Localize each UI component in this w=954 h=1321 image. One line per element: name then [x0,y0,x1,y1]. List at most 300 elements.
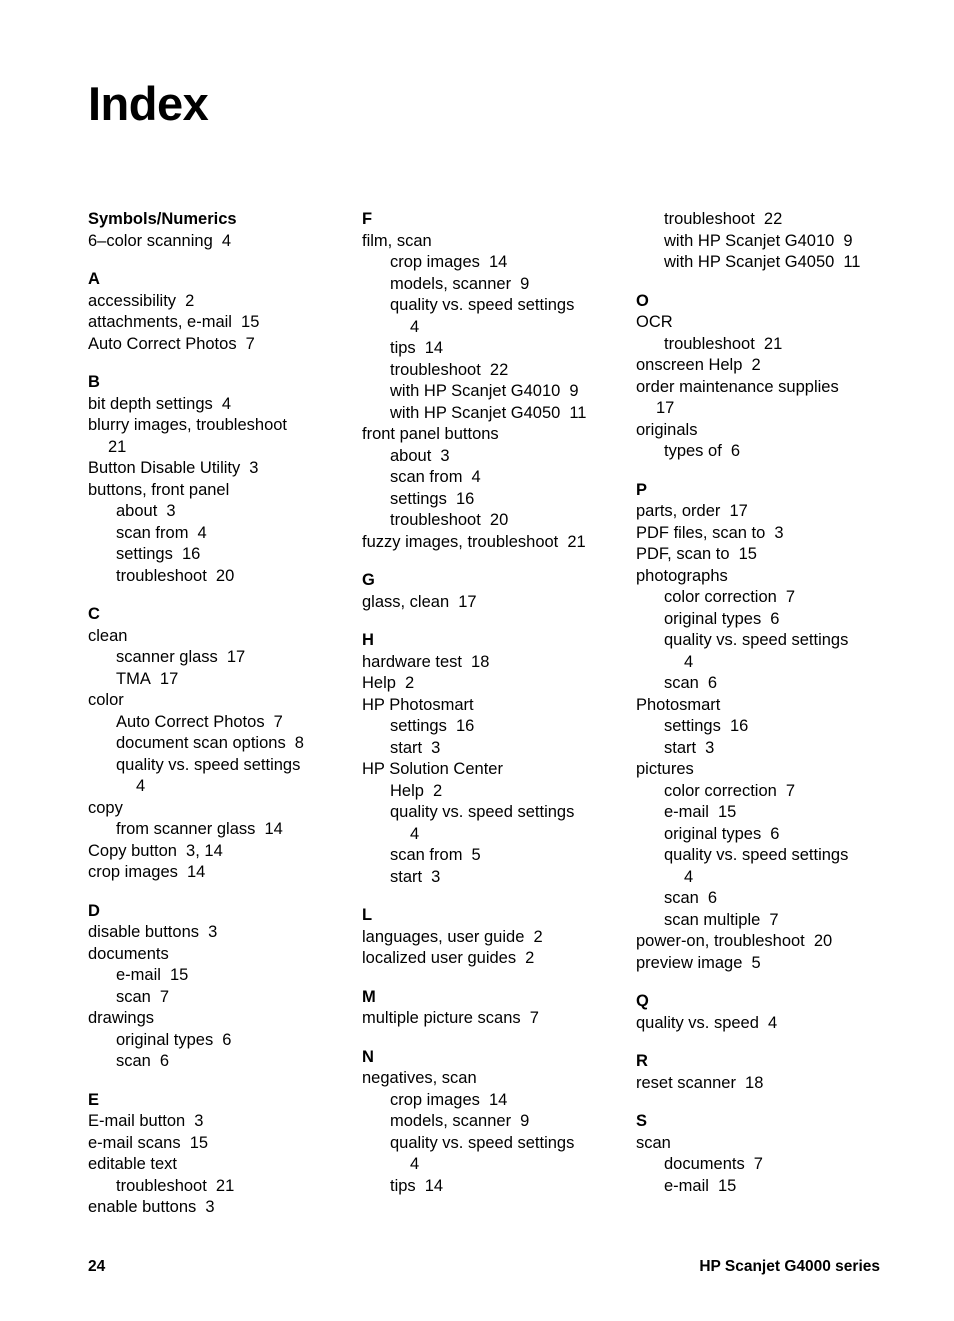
index-term: localized user guides [362,949,517,967]
page-reference: 4 [221,231,231,250]
index-term: quality vs. speed settings [664,631,849,649]
index-term: onscreen Help [636,356,743,374]
index-subentry [636,587,901,609]
index-subentry [636,781,901,803]
page-number: 24 [88,1258,106,1275]
index-entry [362,673,627,695]
page-reference: 7 [785,588,796,606]
page-reference: 2 [751,356,761,374]
index-term: settings [116,545,173,563]
index-section-heading: M [362,987,376,1006]
index-subentry [88,1030,353,1052]
index-term: document scan options [116,734,286,752]
index-subentry [636,673,901,695]
index-subentry [636,630,901,673]
index-term: troubleshoot [116,566,207,585]
page-reference: 6 [770,609,780,628]
index-term: preview image [636,953,743,972]
index-entry [88,922,353,944]
index-subentry [636,252,901,274]
page-reference: 6 [707,674,718,692]
index-term: with HP Scanjet G4010 [664,231,835,250]
page-reference: 20 [813,932,833,950]
index-entry [636,566,901,588]
index-term: Button Disable Utility [88,459,241,477]
section-spacer [362,1030,627,1047]
page-reference: 6 [707,889,718,907]
index-term: e-mail scans [88,1133,181,1152]
page-reference: 7 [529,1009,539,1027]
index-entry [88,841,353,863]
index-entry [636,501,901,523]
index-entry [88,1133,353,1155]
index-term: scan [664,674,699,692]
page-reference: 7 [273,712,283,731]
index-section-heading: D [88,901,100,920]
index-term: scan [636,1133,671,1152]
index-section-heading: P [636,480,648,499]
page-reference: 4 [410,824,420,843]
index-page-continuation [664,652,901,674]
page-reference: 14 [488,253,508,271]
index-term: reset scanner [636,1073,736,1092]
index-term: e-mail [664,803,709,821]
index-page-continuation [390,824,627,846]
page-reference: 21 [763,334,783,353]
index-section-heading: S [636,1112,648,1130]
index-term: documents [88,944,169,963]
index-term: scanner glass [116,648,218,666]
index-subentry [362,446,627,468]
index-term: models, scanner [390,274,512,293]
index-section-heading: N [362,1047,374,1066]
index-term: languages, user guide [362,927,525,946]
section-spacer [636,1034,901,1051]
page-reference: 21 [215,1176,235,1195]
index-subentry [362,295,627,338]
index-entry [362,231,627,253]
page-reference: 2 [525,949,535,967]
index-term: with HP Scanjet G4050 [664,253,835,271]
section-spacer [88,252,353,269]
index-subentry [362,1090,627,1112]
index-subentry [88,712,353,734]
index-entry [88,415,353,458]
index-term: about [116,502,158,520]
index-term: HP Solution Center [362,760,503,778]
page-reference: 4 [684,652,694,671]
index-subentry [636,738,901,760]
section-spacer [88,1073,353,1090]
index-entry [88,291,353,313]
page-reference: 15 [189,1133,209,1152]
index-page-continuation [636,398,901,420]
index-term: crop images [88,863,178,881]
index-entry [362,1008,627,1030]
page-reference: 11 [843,253,861,271]
index-column-3 [636,209,901,1197]
index-term: 6–color scanning [88,231,213,250]
page-reference: 16 [455,489,475,508]
index-term: PDF, scan to [636,545,730,563]
index-term: Copy button [88,841,177,860]
page-reference: 9 [843,231,853,250]
index-section-heading: C [88,605,100,623]
index-entry [636,695,901,717]
page-reference: 3 [208,923,218,941]
index-subentry [636,609,901,631]
page-title: Index [88,77,209,130]
index-page-continuation [88,437,353,459]
index-term: hardware test [362,652,462,671]
index-subentry [636,802,901,824]
index-term: multiple picture scans [362,1009,521,1027]
index-entry [362,927,627,949]
index-section-heading: Symbols/Numerics [88,210,237,228]
index-term: color correction [664,588,777,606]
page-reference: 14 [424,1176,444,1195]
page-reference: 4 [471,468,481,486]
page-reference: 6 [770,824,780,843]
page-reference: 2 [405,674,415,692]
page-reference: 21 [567,532,586,551]
index-term: troubleshoot [390,360,481,379]
index-section-heading: R [636,1052,648,1070]
index-entry [636,759,901,781]
index-term: power-on, troubleshoot [636,932,805,950]
index-term: crop images [390,1090,480,1109]
page-reference: 2 [185,291,195,310]
index-term: Auto Correct Photos [116,712,265,731]
page-reference: 14 [264,820,283,838]
index-subentry [636,334,901,356]
page-reference: 6 [159,1052,170,1070]
section-spacer [636,974,901,991]
page-reference: 20 [215,566,235,585]
index-section-heading: A [88,270,100,288]
index-entry [636,312,901,334]
page-reference: 17 [226,648,246,666]
footer-product-name: HP Scanjet G4000 series [699,1258,880,1275]
page-reference: 7 [159,987,170,1006]
page-reference: 4 [197,523,207,542]
page-reference: 15 [170,966,189,984]
index-term: start [664,738,697,757]
index-entry [88,862,353,884]
index-term: crop images [390,253,480,271]
page-reference: 11 [569,403,587,422]
index-subentry [362,338,627,360]
index-term: fuzzy images, troubleshoot [362,532,559,551]
index-term: quality vs. speed settings [664,846,849,864]
index-section-heading: H [362,631,374,649]
index-subentry [88,566,353,588]
index-subentry [88,669,353,691]
index-entry [362,1068,627,1090]
section-spacer [362,613,627,630]
index-entry [636,544,901,566]
index-entry [88,690,353,712]
index-subentry [362,467,627,489]
page-reference: 4 [136,777,146,795]
index-entry [636,355,901,377]
index-term: with HP Scanjet G4050 [390,403,561,422]
index-subentry [88,1051,353,1073]
index-term: original types [116,1030,214,1049]
page-reference: 4 [410,1155,420,1173]
index-entry [362,695,627,717]
index-subentry [362,360,627,382]
index-entry [88,1154,353,1176]
section-spacer [88,884,353,901]
index-term: settings [390,489,447,508]
index-term: quality vs. speed settings [390,1133,575,1152]
index-term: film, scan [362,231,432,250]
page-reference: 20 [489,511,509,529]
index-subentry [362,802,627,845]
index-page-continuation [116,776,353,798]
page-reference: 4 [684,867,694,886]
index-term: tips [390,1176,416,1195]
index-subentry [88,523,353,545]
index-term: scan from [116,523,189,542]
page-reference: 18 [745,1073,764,1092]
page-reference: 9 [569,382,579,400]
index-entry [362,948,627,970]
index-term: with HP Scanjet G4010 [390,382,561,400]
page-reference: 15 [241,313,260,331]
index-term: types of [664,442,722,460]
index-term: from scanner glass [116,820,256,838]
page-reference: 17 [656,399,675,417]
index-term: quality vs. speed settings [390,803,575,821]
index-subentry [636,1176,901,1198]
index-column-2 [362,209,627,1197]
page-reference: 6 [222,1030,232,1049]
index-term: color correction [664,781,777,800]
index-term: scan [664,889,699,907]
index-entry [636,420,901,442]
page-reference: 3, 14 [186,841,223,860]
index-term: E-mail button [88,1112,186,1130]
page-reference: 14 [186,863,206,881]
page-reference: 3 [440,446,450,465]
page-reference: 9 [520,1112,530,1130]
index-term: accessibility [88,291,177,310]
section-spacer [636,274,901,291]
index-entry [362,652,627,674]
index-entry [636,377,901,420]
section-spacer [636,1094,901,1111]
index-term: scan multiple [664,910,761,929]
index-subentry [362,845,627,867]
index-section-heading: Q [636,992,649,1010]
index-entry [88,1111,353,1133]
index-entry [88,334,353,356]
page-reference: 8 [294,734,304,752]
index-subentry [362,403,627,425]
index-subentry [362,738,627,760]
page-reference: 22 [763,210,783,228]
index-entry [636,1073,901,1095]
index-term: troubleshoot [390,511,481,529]
page-reference: 4 [221,394,231,413]
page-reference: 3 [431,738,441,757]
index-entry [362,532,627,554]
index-term: attachments, e-mail [88,313,232,331]
index-term: scan from [390,468,463,486]
index-term: original types [664,609,762,628]
index-entry [636,931,901,953]
index-term: scan [116,987,151,1006]
index-entry [636,1013,901,1035]
page-reference: 3 [205,1198,215,1216]
index-subentry [362,274,627,296]
index-section-heading: O [636,291,649,310]
index-subentry [88,755,353,798]
index-term: buttons, front panel [88,480,230,499]
index-subentry [88,1176,353,1198]
index-section-heading: G [362,571,375,589]
page-reference: 17 [159,669,179,688]
page-reference: 3 [431,867,441,886]
index-entry [636,1133,901,1155]
page-reference: 3 [774,523,784,542]
index-term: OCR [636,313,673,331]
page-reference: 14 [488,1090,508,1109]
index-term: quality vs. speed settings [390,296,575,314]
index-subentry [636,209,901,231]
index-subentry [362,381,627,403]
page-reference: 3 [249,459,259,477]
index-entry [362,759,627,781]
index-term: e-mail [116,966,161,984]
index-subentry [88,647,353,669]
section-spacer [88,587,353,604]
index-term: bit depth settings [88,394,213,413]
index-term: drawings [88,1009,155,1027]
page-reference: 17 [458,592,477,611]
index-subentry [88,819,353,841]
section-spacer [362,553,627,570]
index-term: disable buttons [88,923,199,941]
index-entry [88,1008,353,1030]
index-subentry [362,252,627,274]
page-reference: 9 [520,274,530,293]
page-reference: 22 [489,360,509,379]
index-subentry [362,1111,627,1133]
index-subentry [362,1133,627,1176]
index-term: settings [390,717,447,735]
page-reference: 4 [767,1013,778,1032]
index-entry [636,953,901,975]
index-entry [88,231,353,253]
index-entry [88,798,353,820]
index-section-heading: E [88,1090,100,1109]
index-term: front panel buttons [362,425,499,443]
index-term: editable text [88,1155,177,1173]
index-subentry [362,510,627,532]
index-term: pictures [636,760,694,778]
index-entry [362,592,627,614]
index-term: HP Photosmart [362,695,474,714]
index-term: PDF files, scan to [636,523,766,542]
index-subentry [362,716,627,738]
section-spacer [88,355,353,372]
section-spacer [362,888,627,905]
index-term: color [88,691,124,709]
index-entry [88,458,353,480]
page-reference: 15 [738,545,757,563]
index-subentry [88,987,353,1009]
index-term: models, scanner [390,1112,512,1130]
index-entry [88,944,353,966]
index-page-continuation [390,1154,627,1176]
index-subentry [636,845,901,888]
index-term: scan from [390,846,463,864]
index-entry [88,480,353,502]
index-term: settings [664,717,721,735]
page-reference: 2 [533,927,543,946]
index-term: parts, order [636,502,721,520]
index-term: e-mail [664,1176,709,1195]
index-subentry [88,965,353,987]
index-term: documents [664,1155,745,1173]
index-term: enable buttons [88,1198,197,1216]
page-reference: 7 [245,334,255,353]
index-term: negatives, scan [362,1069,477,1087]
page-reference: 15 [718,1176,737,1195]
index-entry [88,312,353,334]
index-term: clean [88,626,128,645]
index-term: troubleshoot [664,334,755,353]
section-spacer [636,463,901,480]
page-reference: 18 [471,652,490,671]
index-subentry [88,544,353,566]
page-reference: 3 [166,502,176,520]
index-subentry [362,489,627,511]
page-reference: 7 [769,910,779,929]
page-reference: 16 [729,717,749,735]
page-reference: 5 [751,953,761,972]
index-term: Help [390,781,424,800]
index-page-continuation [390,317,627,339]
index-subentry [636,231,901,253]
index-term: originals [636,420,698,439]
index-subentry [636,716,901,738]
index-subentry [636,1154,901,1176]
page-reference: 15 [718,803,737,821]
index-term: troubleshoot [116,1176,207,1195]
index-term: quality vs. speed settings [116,755,301,774]
index-term: troubleshoot [664,210,755,228]
index-entry [88,394,353,416]
index-term: Auto Correct Photos [88,334,237,353]
page-reference: 17 [729,502,748,520]
page-reference: 16 [455,717,475,735]
index-term: original types [664,824,762,843]
page-reference: 3 [194,1112,204,1130]
index-term: about [390,446,432,465]
page-reference: 4 [410,317,420,336]
page-reference: 5 [471,846,481,864]
index-column-1 [88,209,353,1219]
index-term: quality vs. speed [636,1013,759,1032]
index-section-heading: F [362,210,373,228]
page-reference: 3 [705,738,715,757]
page-reference: 21 [108,437,127,456]
page-reference: 7 [785,781,796,800]
